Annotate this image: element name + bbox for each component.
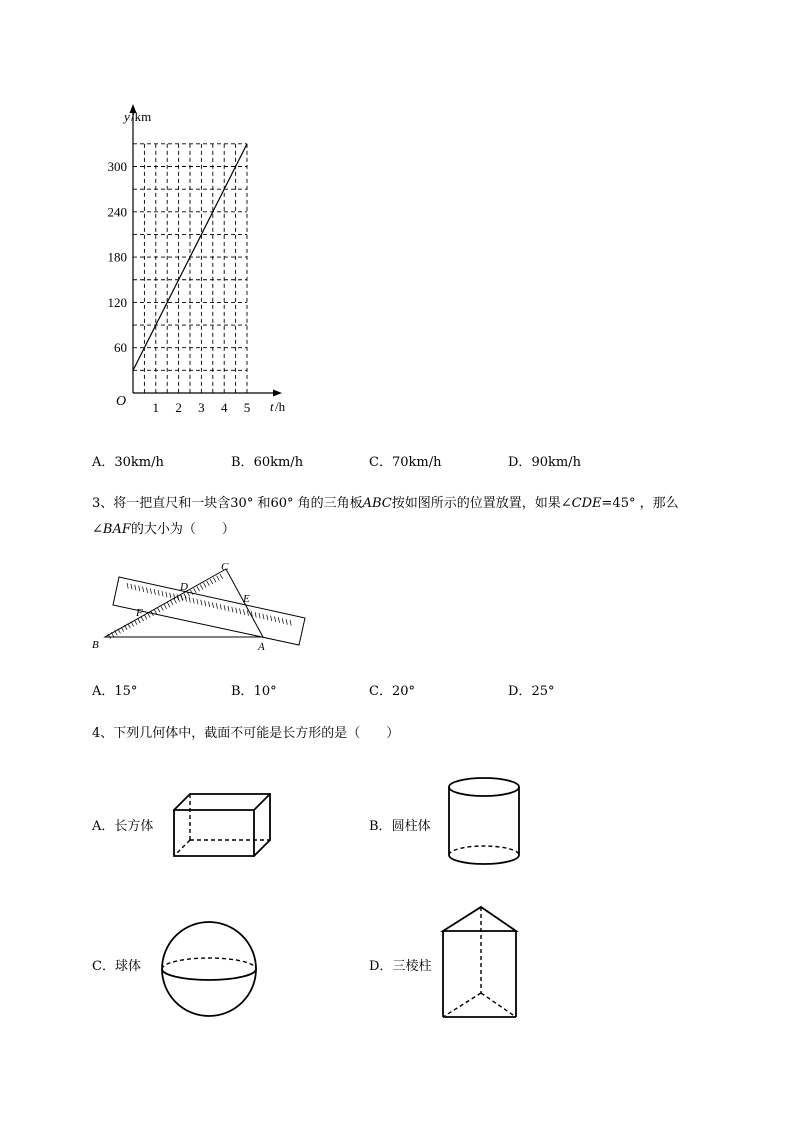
option-text: 球体 [114,959,141,974]
ruler-tick [139,586,140,592]
x-axis-var: t [270,399,274,414]
option-letter: B． [231,455,254,470]
q2-option-a[interactable] [92,451,164,470]
ruler-tick [232,607,233,613]
y-axis-var: y [124,109,130,124]
q3-question-line2: ∠BAF的大小为（ ） [92,522,235,537]
y-axis-unit: /km [131,109,152,124]
q2-option-d[interactable] [508,451,581,470]
triangle-tick [210,579,213,584]
option-letter: A． [92,684,115,699]
ruler-tick [216,603,217,609]
sphere-icon [158,918,260,1020]
q2-option-c[interactable] [369,451,441,470]
ruler-tick [158,590,159,596]
option-letter: A． [92,455,115,470]
q4-option-b[interactable] [369,815,431,834]
ruler-tick [189,597,190,603]
ruler-tick [197,599,198,605]
ruler-tick [271,616,272,622]
option-letter: A． [92,819,115,834]
y-tick-label: 300 [107,159,127,174]
ruler-tick [150,588,151,594]
y-tick-label: 60 [114,340,127,356]
triangle-tick [161,606,164,611]
triangle-tick [144,615,147,620]
ruler-tick [209,602,210,608]
triangle-tick [157,608,160,613]
triangle-tick [207,581,210,586]
chart-axes [130,104,283,397]
x-tick-label: 4 [220,400,228,415]
triangle-tick [194,588,197,593]
ruler-tick [255,612,256,618]
triangle-tick [148,613,151,618]
y-tick-label: 120 [107,294,127,310]
ruler-tick [224,605,225,611]
ruler-tick [263,614,264,620]
cylinder-icon [444,775,526,871]
x-tick-label: 1 [152,400,160,415]
q4-option-c[interactable] [92,955,141,974]
ruler-tick [127,583,128,589]
triangle-abc: ABC [362,496,392,511]
ruler-tick [201,600,202,606]
triangle-tick [184,593,187,598]
y-tick-label: 180 [107,249,127,265]
option-text: 三棱柱 [392,959,432,974]
x-tick-label: 2 [175,400,182,415]
x-tick-label: 3 [198,400,205,415]
q4-option-a[interactable] [92,815,153,834]
x-tick-label: 5 [243,400,251,415]
q4-option-d[interactable] [369,955,431,974]
triangle-tick [167,602,170,607]
option-text: 60km/h [253,455,304,470]
triangle-tick [154,609,157,614]
triangle-tick [197,586,200,591]
option-letter: D． [369,959,393,974]
y-tick-label: 240 [107,204,127,220]
option-letter: B． [369,819,392,834]
chart-grid [133,144,247,393]
triangle-tick [164,604,167,609]
option-text: 25° [531,684,555,699]
point-label-a: A [258,641,265,653]
ruler-triangle-figure [85,555,310,655]
angle-cde: CDE [571,496,602,511]
ruler-tick [274,616,275,622]
q4-question: 4、下列几何体中，截面不可能是长方形的是（ ） [92,726,400,741]
option-letter: C． [369,684,392,699]
ruler-tick [236,608,237,614]
ruler-tick [267,615,268,621]
cuboid-icon [168,790,274,860]
triangle-tick [217,576,220,581]
ruler-tick [259,613,260,619]
ruler-tick [162,591,163,597]
option-text: 30km/h [114,455,164,470]
point-label-e: E [243,593,250,605]
ruler-tick [135,585,136,591]
ruler-tick [240,609,241,615]
ruler-tick [143,587,144,593]
triangle-tick [134,620,137,625]
triangle-tick [200,585,203,590]
option-text: 长方体 [114,819,154,834]
q3-option-d[interactable] [508,680,554,699]
triangle-tick [213,578,216,583]
distance-time-chart [100,100,300,420]
angle-baf: BAF [102,522,131,537]
triangle-tick [171,600,174,605]
option-text: 10° [253,684,277,699]
option-text: 15° [114,684,138,699]
point-label-b: B [92,639,99,651]
ruler-tick [170,593,171,599]
ruler-tick [290,620,291,626]
ruler-tick [243,609,244,615]
triangle-tick [131,622,134,627]
x-axis-arrow [273,390,282,397]
ruler-tick [212,602,213,608]
x-axis-unit: /h [275,399,286,414]
ruler-tick [193,598,194,604]
option-letter: C． [369,455,392,470]
q3-question-line1: 3、将一把直尺和一块含30° 和60° 角的三角板ABC按如图所示的位置放置，如果∠CDE=45° ，那么 [92,496,679,511]
ruler-tick [131,584,132,590]
ruler-tick [286,619,287,625]
option-text: 90km/h [531,455,581,470]
ruler-tick [146,587,147,593]
triangle-tick [220,574,223,579]
triangle-tick [204,583,207,588]
ruler-tick [166,592,167,598]
triangle-hatch-marks [108,574,223,639]
option-letter: B． [231,684,254,699]
ruler-tick [220,604,221,610]
ruler-tick [278,617,279,623]
triangle-tick [128,623,131,628]
option-text: 70km/h [391,455,442,470]
point-label-c: C [221,561,229,573]
q3-option-a[interactable] [92,680,137,699]
ruler-tick [282,618,283,624]
origin-label: O [116,394,127,409]
option-text: 20° [391,684,415,699]
triangular-prism-icon [440,903,522,1025]
triangle-tick [190,590,193,595]
q2-option-b[interactable] [231,451,303,470]
point-label-d: D [180,581,188,593]
ruler-tick [154,589,155,595]
point-label-f: F [136,607,143,619]
ruler-tick [247,610,248,616]
q3-option-c[interactable] [369,680,415,699]
ruler-hatch-marks [127,583,291,626]
triangle-tick [174,599,177,604]
option-letter: D． [508,684,532,699]
option-letter: D． [508,455,532,470]
ruler-tick [228,606,229,612]
q3-option-b[interactable] [231,680,277,699]
option-text: 圆柱体 [391,819,431,834]
option-letter: C． [92,959,115,974]
ruler-tick [205,601,206,607]
